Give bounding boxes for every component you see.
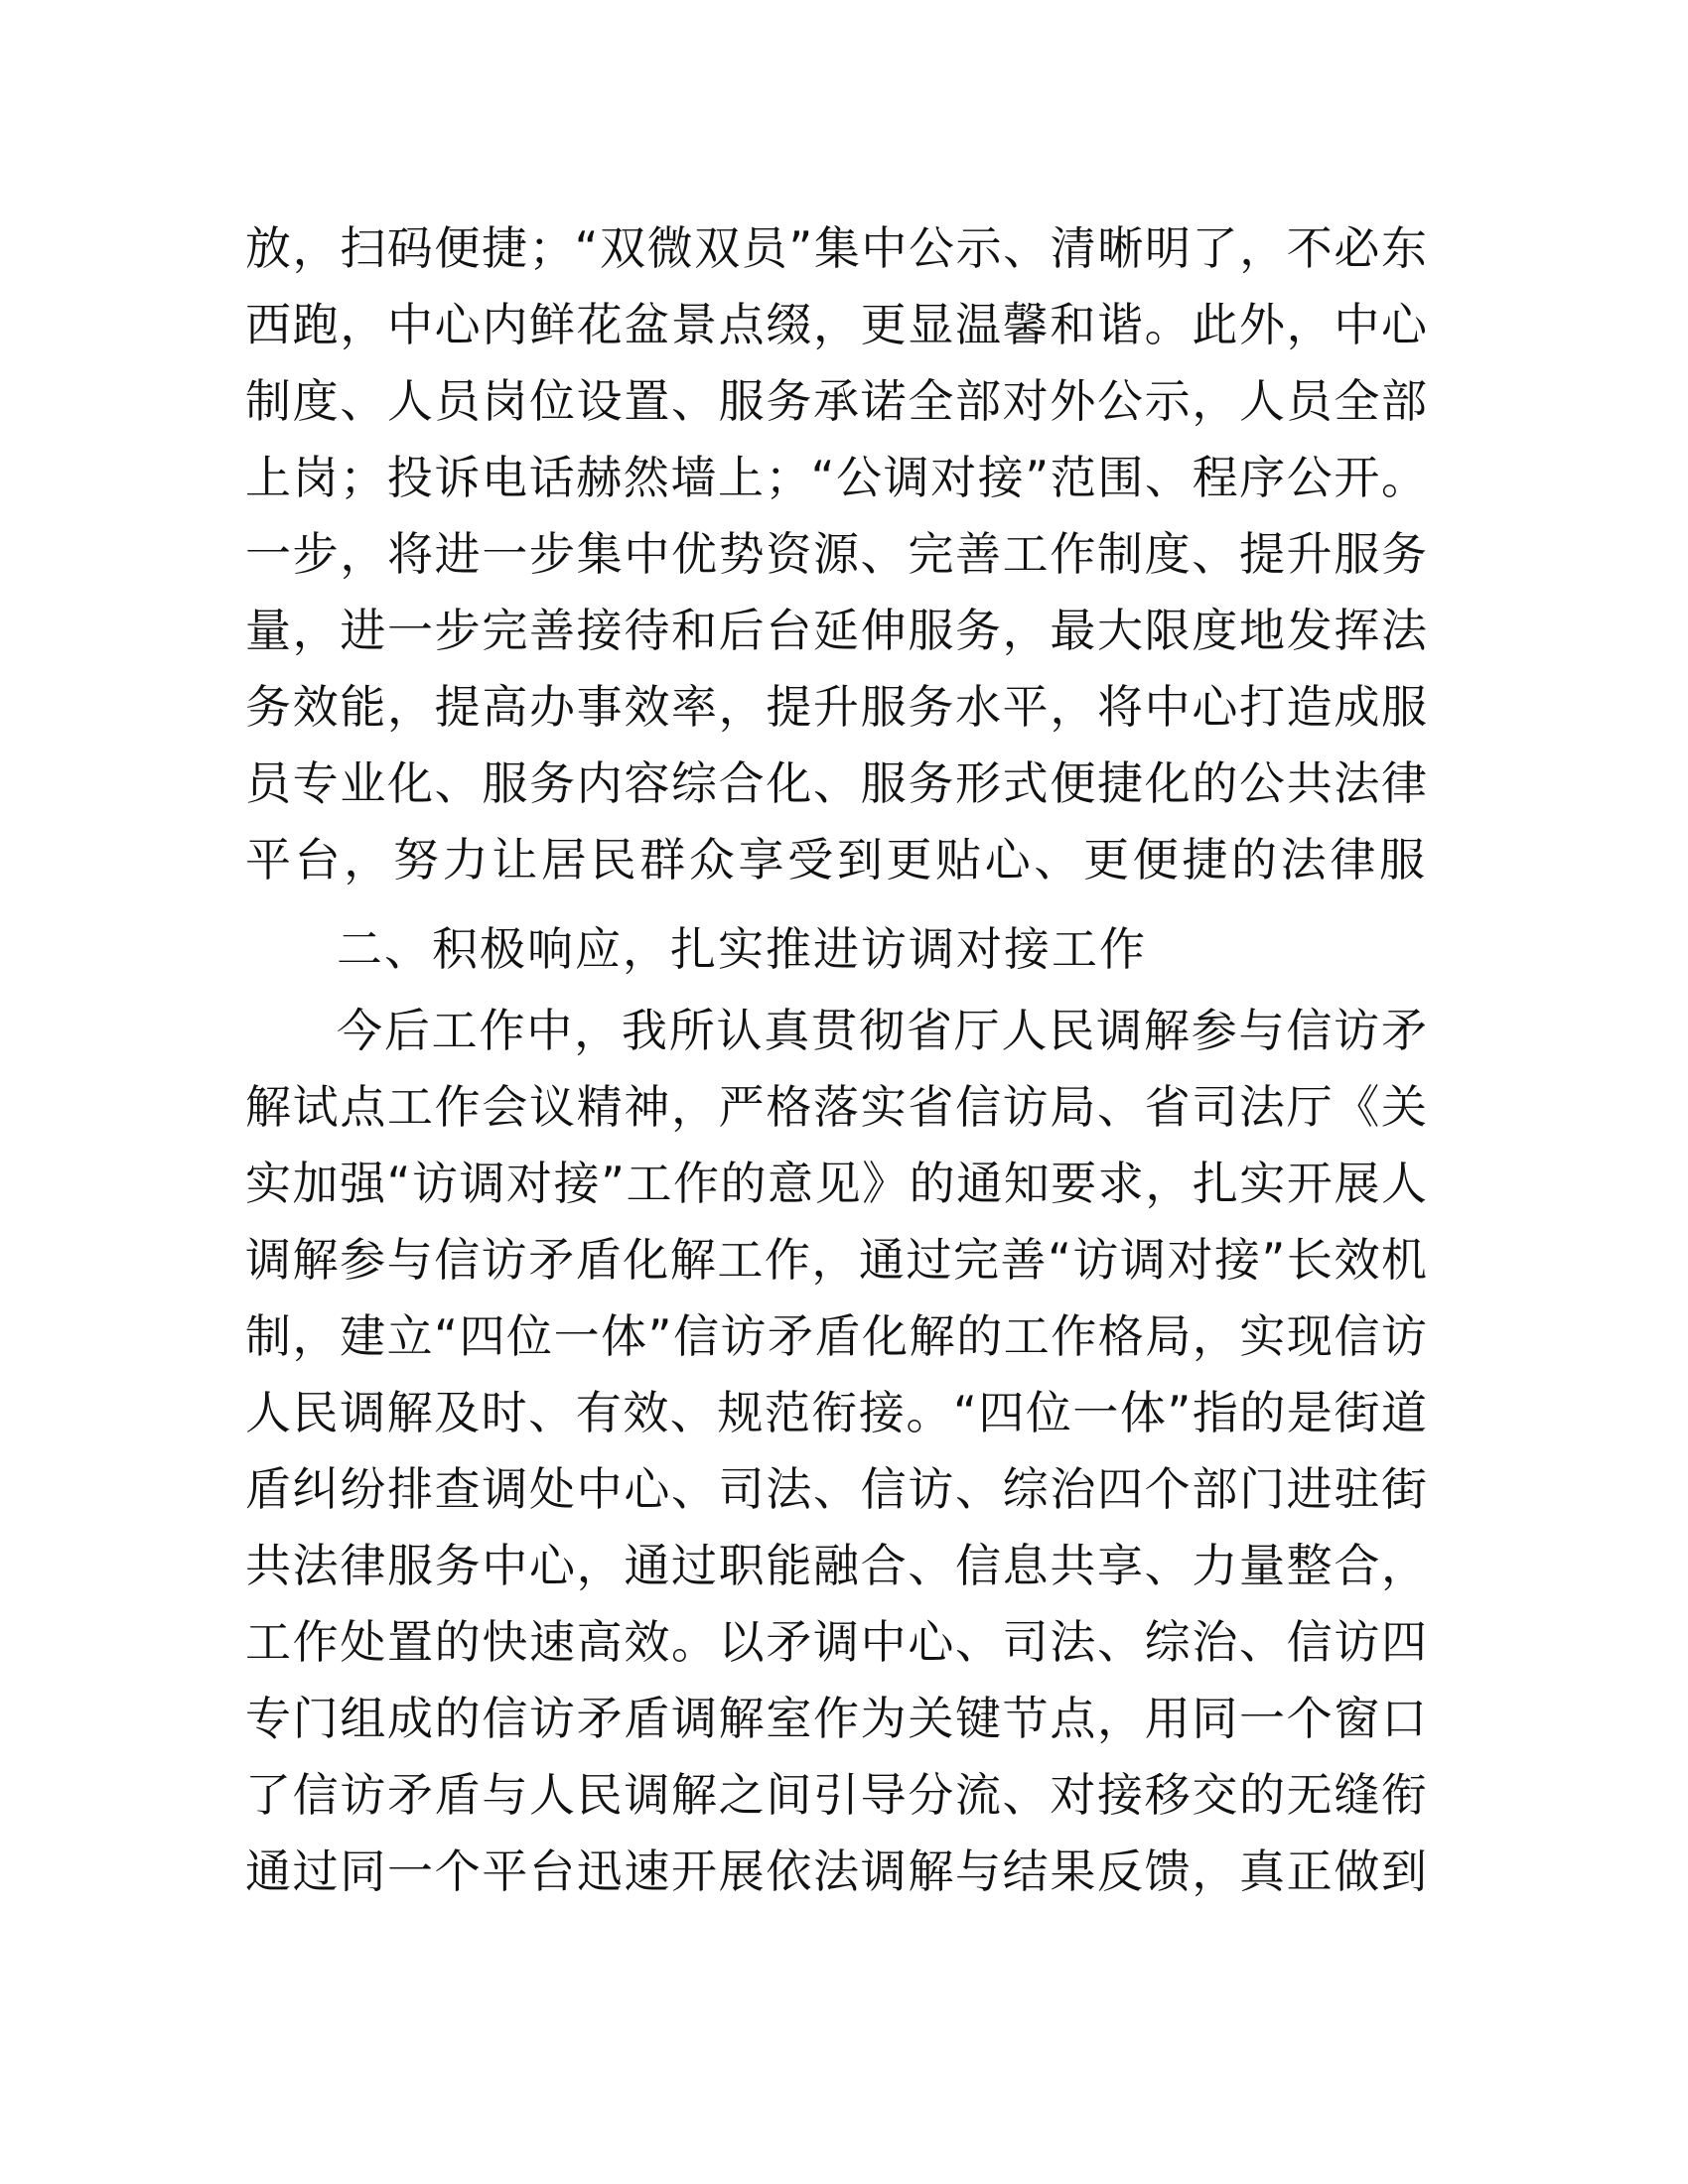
- section-heading: 二、积极响应，扎实推进访调对接工作: [337, 922, 1147, 976]
- text-line: 务效能，提高办事效率，提升服务水平，将中心打造成服: [245, 680, 1427, 734]
- text-line: 平台，努力让居民群众享受到更贴心、更便捷的法律服: [245, 833, 1427, 887]
- text-line: 西跑，中心内鲜花盆景点缀，更显温馨和谐。此外，中心: [245, 298, 1427, 351]
- text-line: 工作处置的快速高效。以矛调中心、司法、综治、信访四: [245, 1615, 1427, 1669]
- text-line: 制度、人员岗位设置、服务承诺全部对外公示，人员全部: [245, 374, 1427, 428]
- text-line: 今后工作中，我所认真贯彻省厅人民调解参与信访矛: [337, 1004, 1427, 1057]
- text-line: 了信访矛盾与人民调解之间引导分流、对接移交的无缝衔: [245, 1768, 1427, 1822]
- paragraph-2: [245, 993, 1427, 1910]
- text-line: 共法律服务中心，通过职能融合、信息共享、力量整合，: [245, 1539, 1427, 1592]
- text-line: 人民调解及时、有效、规范衔接。“四位一体”指的是街道: [245, 1386, 1427, 1439]
- text-line: 一步，将进一步集中优势资源、完善工作制度、提升服务: [245, 527, 1427, 581]
- text-line: 通过同一个平台迅速开展依法调解与结果反馈，真正做到: [245, 1844, 1427, 1898]
- text-line: 员专业化、服务内容综合化、服务形式便捷化的公共法律: [245, 756, 1427, 810]
- text-line: 解试点工作会议精神，严格落实省信访局、省司法厅《关: [245, 1080, 1427, 1134]
- text-line: 实加强“访调对接”工作的意见》的通知要求，扎实开展人: [245, 1157, 1427, 1210]
- text-line: 盾纠纷排查调处中心、司法、信访、综治四个部门进驻街: [245, 1462, 1427, 1516]
- paragraph-1: [245, 210, 1427, 898]
- text-line: 量，进一步完善接待和后台延伸服务，最大限度地发挥法: [245, 604, 1427, 657]
- text-line: 放，扫码便捷；“双微双员”集中公示、清晰明了，不必东: [245, 221, 1427, 275]
- text-line: 专门组成的信访矛盾调解室作为关键节点，用同一个窗口: [245, 1692, 1427, 1745]
- document-page: [245, 210, 1427, 1910]
- text-line: 上岗；投诉电话赫然墙上；“公调对接”范围、程序公开。: [245, 451, 1427, 504]
- text-line: 调解参与信访矛盾化解工作，通过完善“访调对接”长效机: [245, 1233, 1427, 1287]
- text-line: 制，建立“四位一体”信访矛盾化解的工作格局，实现信访: [245, 1309, 1427, 1363]
